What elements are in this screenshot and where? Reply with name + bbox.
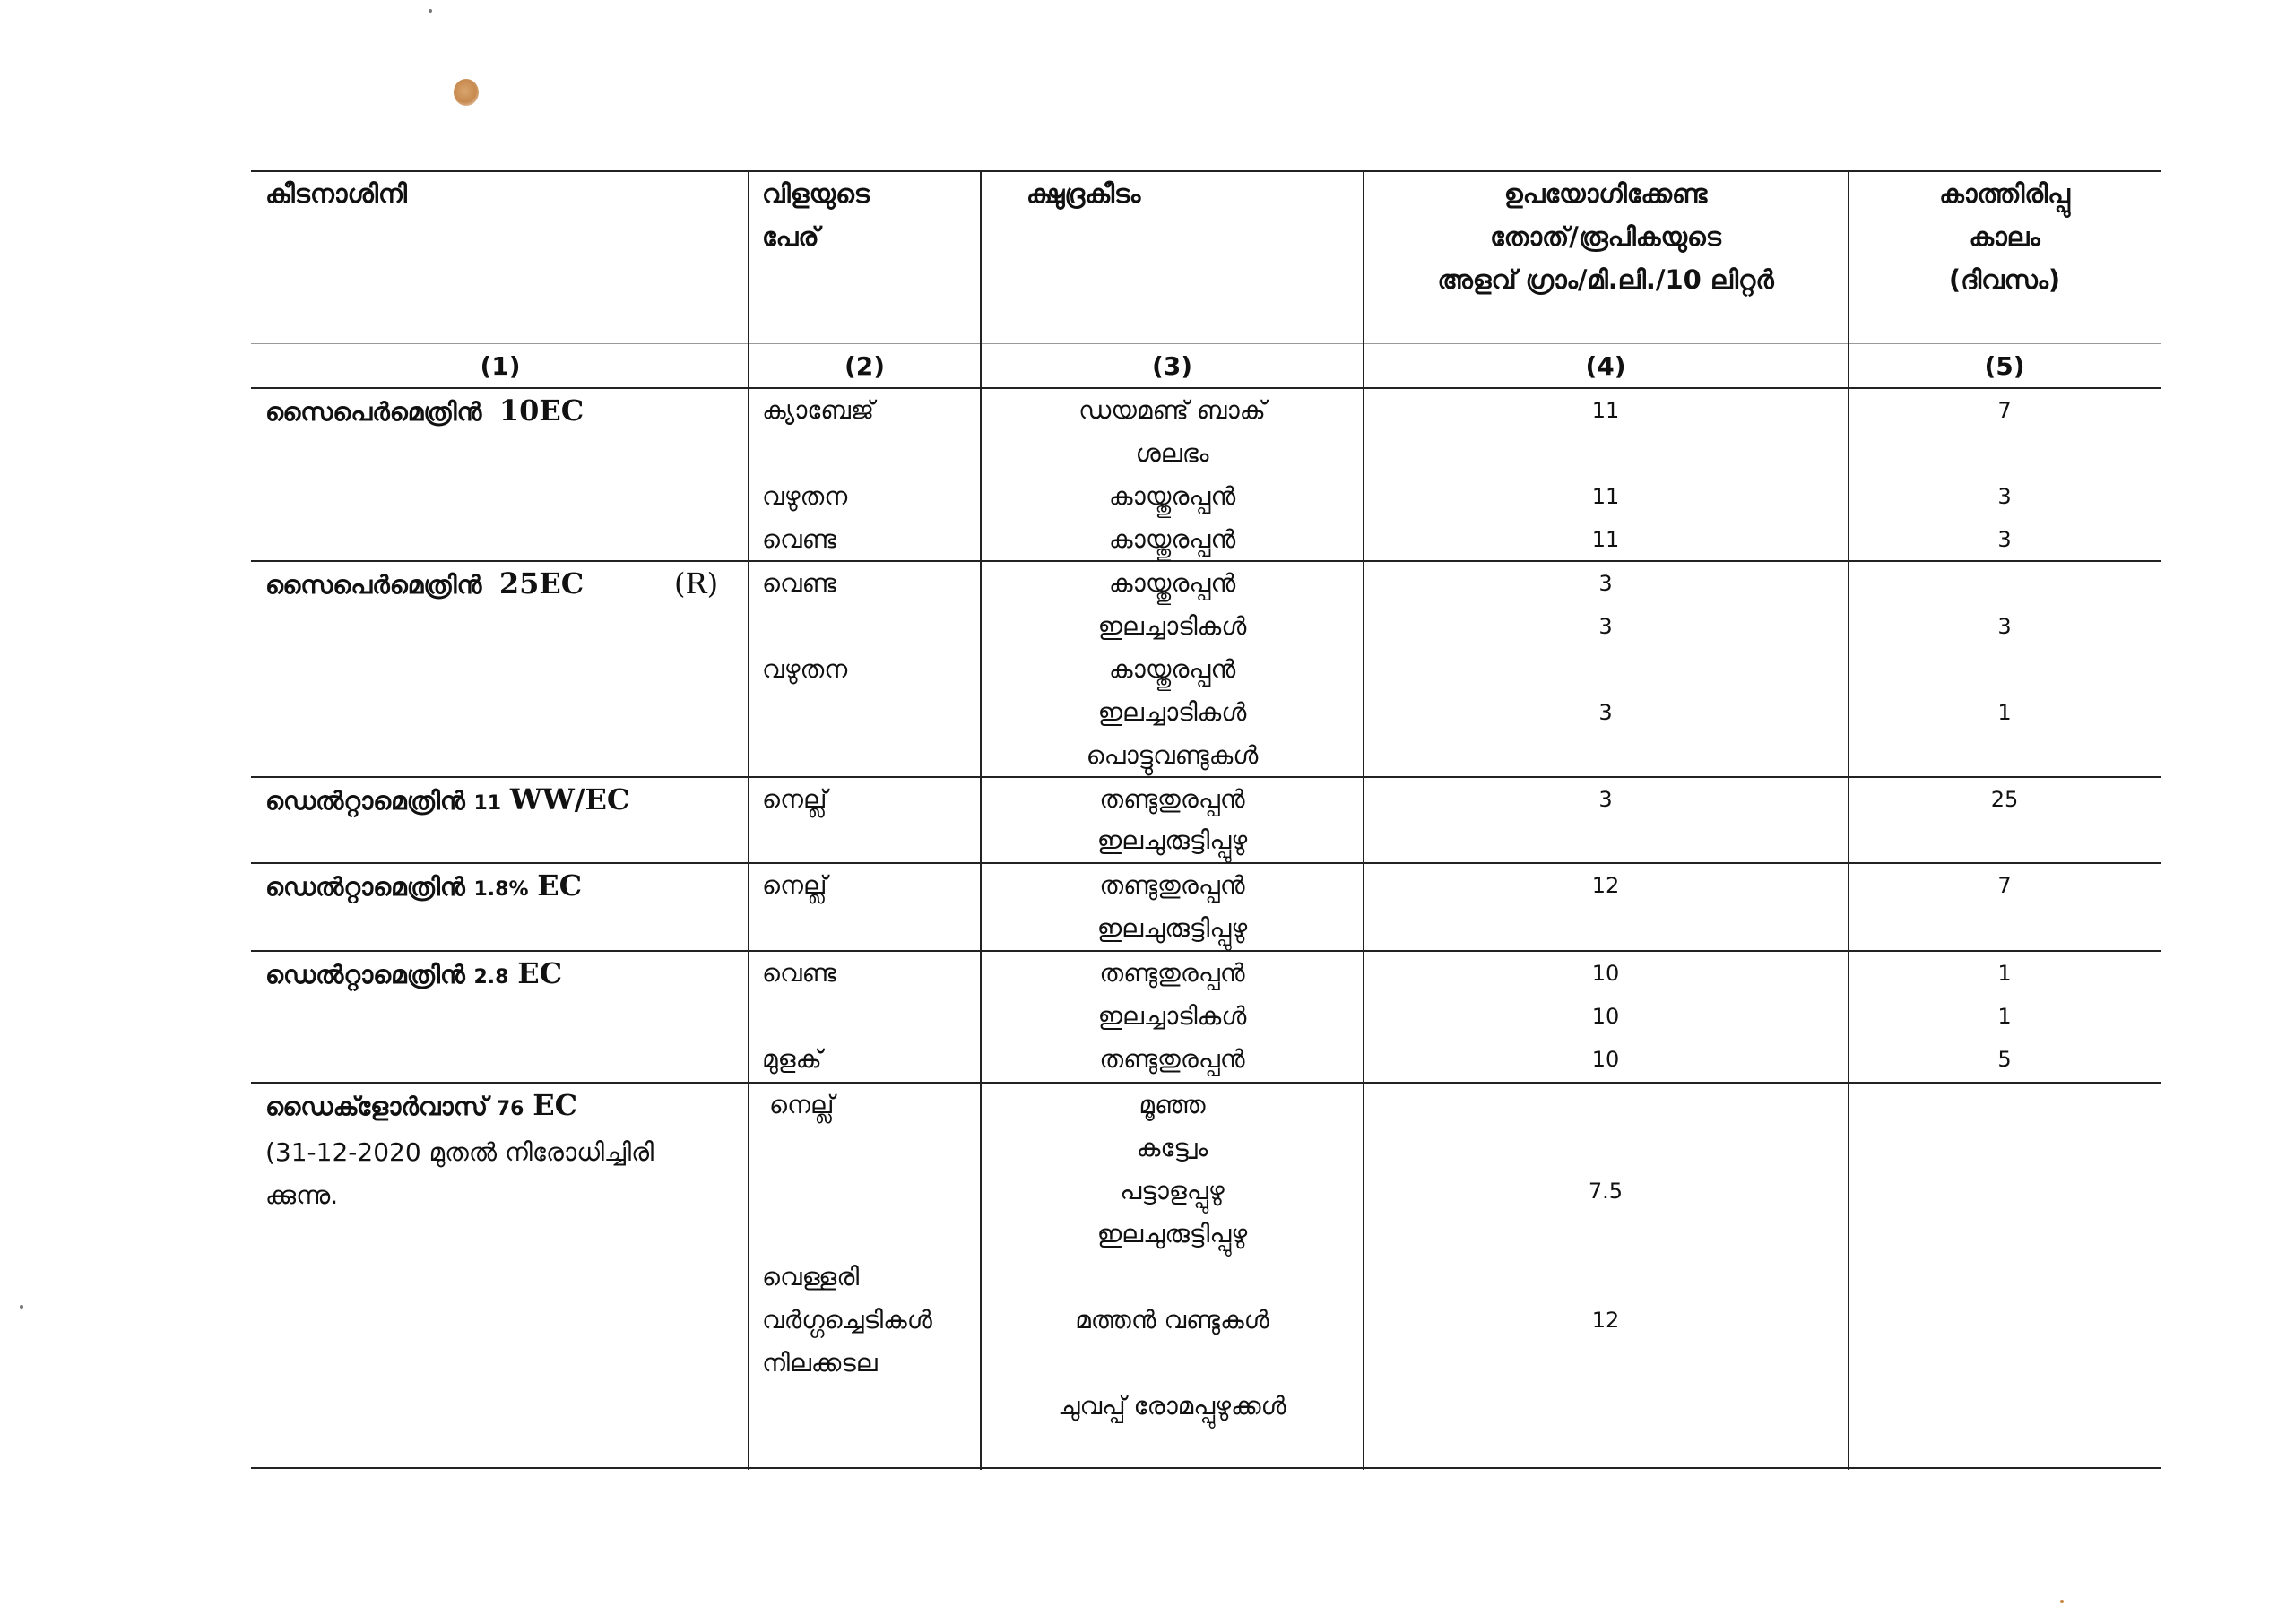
formulation-label: 25EC bbox=[498, 566, 585, 600]
pest-name: തണ്ടുതുരപ്പൻ bbox=[1099, 870, 1245, 900]
header-wait-line1: കാത്തിരിപ്പു bbox=[1939, 178, 2070, 209]
restricted-mark: (R) bbox=[674, 566, 719, 600]
paper-stain bbox=[454, 79, 479, 106]
header-crop-line2: പേര് bbox=[762, 221, 819, 252]
formulation-label: EC bbox=[517, 956, 563, 990]
column-number: (1) bbox=[480, 351, 521, 381]
crop-name: വർഗ്ഗച്ചെടികൾ bbox=[762, 1305, 932, 1335]
pest-name: ഇലച്ചാടികൾ bbox=[1097, 697, 1247, 727]
dose-value: 12 bbox=[1591, 873, 1620, 898]
crop-name: ക്യാബേജ് bbox=[762, 395, 875, 425]
pesticide-label: സൈപെർമെത്രിൻ bbox=[265, 570, 482, 600]
pesticide-label: ഡെൽറ്റാമെത്രിൻ bbox=[265, 960, 465, 989]
pest-name: ചുവപ്പ് രോമപ്പുഴുക്കൾ bbox=[1058, 1391, 1286, 1421]
header-dose-line1: ഉപയോഗിക്കേണ്ട bbox=[1503, 178, 1708, 209]
waiting-days: 1 bbox=[1997, 700, 2012, 725]
formulation-label: EC bbox=[537, 868, 583, 903]
waiting-days: 1 bbox=[1997, 961, 2012, 986]
waiting-days: 3 bbox=[1997, 484, 2012, 509]
pesticide-label: ഡെൽറ്റാമെത്രിൻ bbox=[265, 786, 465, 816]
pest-name: കായ്തുരപ്പൻ bbox=[1108, 568, 1236, 598]
pesticide-label: ഡെൽറ്റാമെത്രിൻ bbox=[265, 872, 465, 902]
header-pest: ക്ഷുദ്രകീടം bbox=[1026, 178, 1141, 209]
pest-name: തണ്ടുതുരപ്പൻ bbox=[1099, 1044, 1245, 1074]
pesticide-label: സൈപെർമെത്രിൻ bbox=[265, 397, 482, 427]
waiting-days: 1 bbox=[1997, 1004, 2012, 1029]
pest-name: ഇലച്ചാടികൾ bbox=[1097, 1001, 1247, 1031]
dose-value: 11 bbox=[1591, 484, 1620, 509]
formulation-number: 1.8% bbox=[473, 878, 529, 901]
pest-name: കായ്തുരപ്പൻ bbox=[1108, 654, 1236, 684]
pest-name: തണ്ടുതുരപ്പൻ bbox=[1099, 784, 1245, 814]
waiting-days: 3 bbox=[1997, 527, 2012, 552]
header-crop-line1: വിളയുടെ bbox=[762, 178, 870, 209]
waiting-days: 7 bbox=[1997, 873, 2012, 898]
crop-name: വെണ്ട bbox=[762, 958, 836, 988]
waiting-days: 7 bbox=[1997, 398, 2012, 423]
crop-name: മുളക് bbox=[762, 1044, 822, 1074]
formulation-number: 2.8 bbox=[473, 966, 509, 989]
pest-name: തണ്ടുതുരപ്പൻ bbox=[1099, 958, 1245, 988]
paper-speck bbox=[20, 1305, 23, 1309]
crop-name: വഴുതന bbox=[762, 481, 848, 511]
pest-name: ഇലചുരുട്ടിപ്പുഴു bbox=[1096, 825, 1248, 855]
pest-name: ഇലചുരുട്ടിപ്പുഴു bbox=[1096, 1219, 1248, 1248]
formulation-number: 11 bbox=[473, 792, 502, 815]
dose-value: 12 bbox=[1591, 1308, 1620, 1333]
waiting-days: 25 bbox=[1990, 787, 2019, 812]
dose-value: 11 bbox=[1591, 527, 1620, 552]
pesticide-name bbox=[265, 562, 584, 607]
pest-name: ഡയമണ്ട് ബാക് bbox=[1078, 395, 1266, 425]
crop-name: നെല്ല് bbox=[762, 870, 827, 900]
pesticide-name bbox=[265, 952, 562, 999]
header-dose-line3: അളവ് ഗ്രാം/മി.ലി./10 ലിറ്റർ bbox=[1437, 264, 1774, 295]
header-rule bbox=[251, 343, 2161, 344]
column-number: (4) bbox=[1585, 351, 1626, 381]
dose-value: 3 bbox=[1598, 787, 1613, 812]
pesticide-label: ഡൈക്ളോർവാസ് bbox=[265, 1092, 489, 1121]
dose-value: 3 bbox=[1598, 571, 1613, 596]
crop-name: വെള്ളരി bbox=[762, 1262, 860, 1291]
ban-note-line1: (31-12-2020 മുതൽ നിരോധിച്ചിരി bbox=[265, 1137, 654, 1167]
column-number: (5) bbox=[1984, 351, 2025, 381]
pesticide-name bbox=[265, 778, 629, 825]
crop-name: നിലക്കടല bbox=[762, 1348, 878, 1378]
dose-value: 3 bbox=[1598, 614, 1613, 639]
pest-name: പട്ടാളപ്പുഴു bbox=[1120, 1176, 1225, 1205]
pest-name: മത്തൻ വണ്ടുകൾ bbox=[1075, 1305, 1269, 1335]
pest-name: പൊട്ടുവണ്ടുകൾ bbox=[1086, 740, 1259, 770]
header-wait-line3: (ദിവസം) bbox=[1948, 264, 2061, 295]
table-bottom-rule bbox=[251, 1467, 2161, 1469]
formulation-label: WW/EC bbox=[509, 782, 630, 816]
crop-name: വഴുതന bbox=[762, 654, 848, 684]
column-number: (3) bbox=[1151, 351, 1193, 381]
dose-value: 7.5 bbox=[1588, 1179, 1624, 1204]
crop-name: വെണ്ട bbox=[762, 524, 836, 554]
pest-name: ഇലച്ചാടികൾ bbox=[1097, 611, 1247, 641]
pest-name: ഇലചുരുട്ടിപ്പുഴു bbox=[1096, 913, 1248, 943]
dose-value: 10 bbox=[1591, 961, 1620, 986]
pesticide-name bbox=[265, 864, 582, 911]
paper-speck bbox=[2060, 1600, 2064, 1603]
ban-note-line2: ക്കുന്നു. bbox=[265, 1180, 339, 1210]
pest-name: കട്ട്വേം bbox=[1136, 1133, 1208, 1162]
header-pesticide: കീടനാശിനി bbox=[265, 178, 407, 209]
column-number: (2) bbox=[844, 351, 886, 381]
waiting-days: 5 bbox=[1997, 1047, 2012, 1072]
formulation-label: 10EC bbox=[498, 393, 585, 428]
header-dose-line2: തോത്/രൂപികയുടെ bbox=[1490, 221, 1721, 252]
formulation-number: 76 bbox=[496, 1098, 524, 1120]
crop-name: നെല്ല് bbox=[769, 1090, 835, 1119]
pest-name: ശലഭം bbox=[1135, 438, 1209, 468]
paper-speck bbox=[429, 9, 432, 13]
dose-value: 3 bbox=[1598, 700, 1613, 725]
pest-name: കായ്തുരപ്പൻ bbox=[1108, 524, 1236, 554]
pest-name: മൂഞ്ഞ bbox=[1139, 1090, 1206, 1119]
crop-name: നെല്ല് bbox=[762, 784, 827, 814]
waiting-days: 3 bbox=[1997, 614, 2012, 639]
crop-name: വെണ്ട bbox=[762, 568, 836, 598]
header-wait-line2: കാലം bbox=[1969, 221, 2040, 252]
pesticide-name bbox=[265, 1084, 577, 1131]
formulation-label: EC bbox=[533, 1088, 578, 1122]
pesticide-name bbox=[265, 389, 584, 434]
pest-name: കായ്തുരപ്പൻ bbox=[1108, 481, 1236, 511]
dose-value: 10 bbox=[1591, 1004, 1620, 1029]
dose-value: 11 bbox=[1591, 398, 1620, 423]
dose-value: 10 bbox=[1591, 1047, 1620, 1072]
